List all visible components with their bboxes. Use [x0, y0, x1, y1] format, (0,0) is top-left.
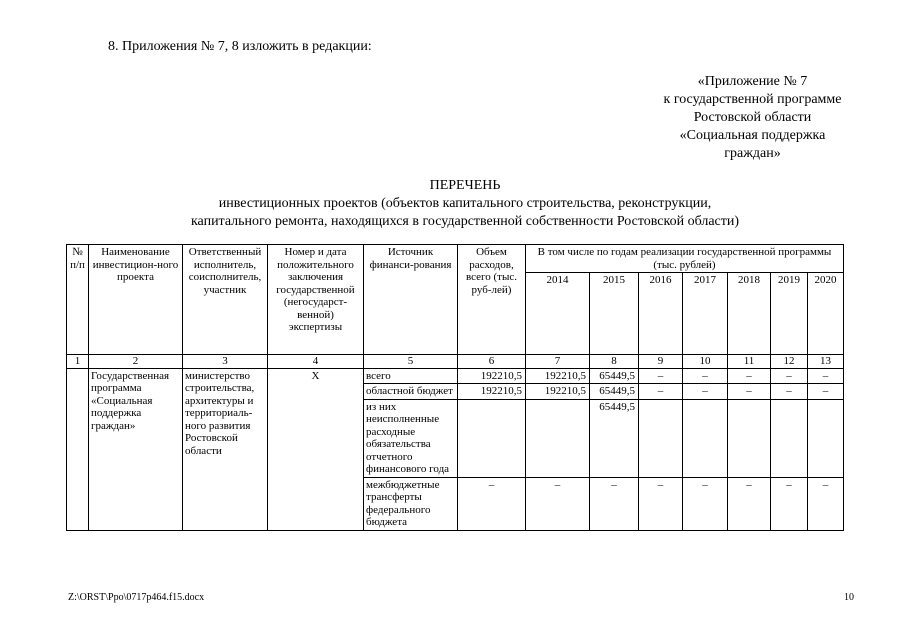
title-heading: ПЕРЕЧЕНЬ	[429, 178, 501, 193]
document-title	[100, 177, 830, 231]
header-years-group: В том числе по годам реализации государственной программы (тыс. рублей)	[526, 245, 844, 273]
header-year: 2019	[771, 273, 808, 355]
cell-total	[458, 399, 526, 477]
header-row	[67, 245, 844, 273]
cell-source: межбюджетные трансферты федерального бюджета	[364, 477, 458, 530]
cell-expertise: Х	[268, 368, 364, 530]
appendix-line: «Приложение № 7	[697, 74, 808, 89]
cell-year-value: 65449,5	[590, 399, 639, 477]
cell-year-value	[728, 399, 771, 477]
column-number: 8	[590, 355, 639, 369]
cell-year-value: 192210,5	[526, 384, 590, 400]
footer-page-number: 10	[844, 592, 854, 603]
header-year: 2016	[639, 273, 683, 355]
cell-project-name: Государственная программа «Социальная поддержка граждан»	[89, 368, 183, 530]
column-number-row	[67, 355, 844, 369]
column-number: 13	[808, 355, 844, 369]
column-number: 12	[771, 355, 808, 369]
cell-year-value: –	[808, 368, 844, 384]
cell-year-value: –	[590, 477, 639, 530]
cell-year-value: –	[728, 384, 771, 400]
appendix-line: Ростовской области	[693, 110, 812, 125]
header-project: Наименование инвестицион-ного проекта	[89, 245, 183, 355]
header-year: 2014	[526, 273, 590, 355]
cell-year-value: –	[808, 384, 844, 400]
cell-year-value: –	[526, 477, 590, 530]
cell-year-value: –	[728, 368, 771, 384]
cell-total: 192210,5	[458, 384, 526, 400]
cell-year-value	[683, 399, 728, 477]
cell-year-value: –	[771, 384, 808, 400]
cell-year-value: –	[683, 368, 728, 384]
investment-projects-table	[66, 244, 844, 531]
appendix-header	[600, 73, 905, 163]
cell-executor: министерство строительства, архитектуры и территориаль-ного развития Ростовской области	[183, 368, 268, 530]
appendix-line: «Социальная поддержка	[679, 128, 826, 143]
cell-year-value: –	[771, 368, 808, 384]
header-num: № п/п	[67, 245, 89, 355]
cell-year-value	[526, 399, 590, 477]
header-year: 2018	[728, 273, 771, 355]
column-number: 10	[683, 355, 728, 369]
cell-year-value: –	[639, 477, 683, 530]
cell-year-value: –	[808, 477, 844, 530]
cell-year-value: 65449,5	[590, 384, 639, 400]
cell-year-value: –	[639, 368, 683, 384]
header-year: 2015	[590, 273, 639, 355]
header-executor: Ответственный исполнитель, соисполнитель, участник	[183, 245, 268, 355]
column-number: 7	[526, 355, 590, 369]
header-year: 2020	[808, 273, 844, 355]
cell-year-value: –	[639, 384, 683, 400]
cell-year-value: 192210,5	[526, 368, 590, 384]
appendix-line: к государственной программе	[663, 92, 842, 107]
header-volume: Объем расходов, всего (тыс. руб-лей)	[458, 245, 526, 355]
cell-source: всего	[364, 368, 458, 384]
header-source: Источник финанси-рования	[364, 245, 458, 355]
column-number: 1	[67, 355, 89, 369]
header-expertise: Номер и дата положительного заключения государственной (негосударст-венной) экспертизы	[268, 245, 364, 355]
cell-year-value: –	[771, 477, 808, 530]
column-number: 3	[183, 355, 268, 369]
cell-year-value: 65449,5	[590, 368, 639, 384]
cell-source: из них неисполненные расходные обязательства отчетного финансового года	[364, 399, 458, 477]
column-number: 9	[639, 355, 683, 369]
title-line: инвестиционных проектов (объектов капитального строительства, реконструкции,	[218, 196, 712, 211]
table-row	[67, 368, 844, 384]
column-number: 2	[89, 355, 183, 369]
column-number: 5	[364, 355, 458, 369]
appendix-line: граждан»	[724, 146, 781, 161]
cell-year-value: –	[683, 384, 728, 400]
cell-source: областной бюджет	[364, 384, 458, 400]
column-number: 11	[728, 355, 771, 369]
column-number: 6	[458, 355, 526, 369]
cell-year-value	[639, 399, 683, 477]
intro-line: 8. Приложения № 7, 8 изложить в редакции:	[108, 39, 372, 54]
cell-year-value	[771, 399, 808, 477]
title-line: капитального ремонта, находящихся в государственной собственности Ростовской области)	[190, 214, 740, 229]
footer-file-path: Z:\ORST\Ppo\0717p464.f15.docx	[68, 592, 205, 603]
column-number: 4	[268, 355, 364, 369]
cell-total: –	[458, 477, 526, 530]
cell-total: 192210,5	[458, 368, 526, 384]
cell-year-value: –	[728, 477, 771, 530]
header-year: 2017	[683, 273, 728, 355]
cell-num	[67, 368, 89, 530]
cell-year-value	[808, 399, 844, 477]
cell-year-value: –	[683, 477, 728, 530]
